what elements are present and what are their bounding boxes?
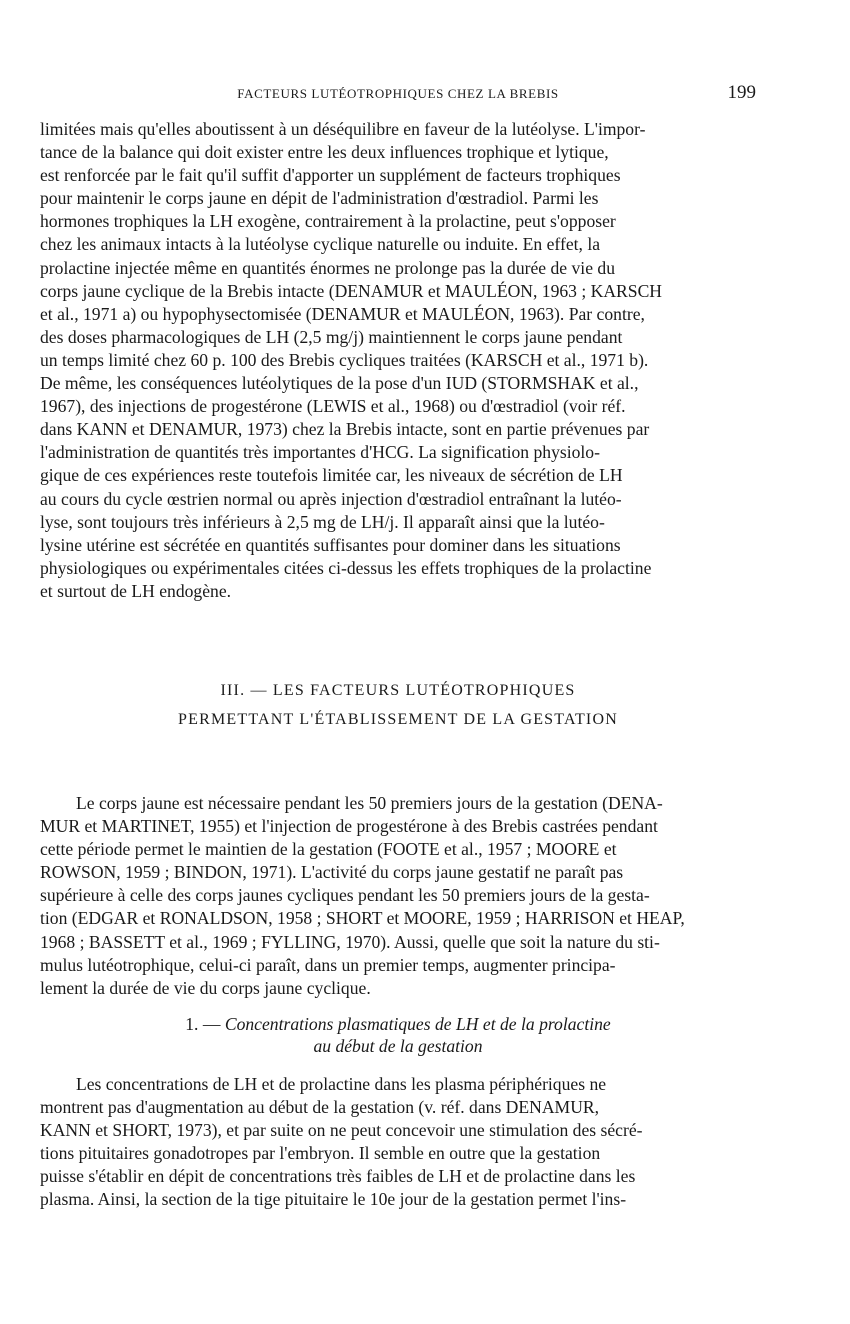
text-line: prolactine injectée même en quantités énormes ne prolonge pas la durée de vie du [40, 257, 615, 278]
text-line: tance de la balance qui doit exister entre les deux influences trophique et lytique, [40, 142, 609, 163]
text-line: lyse, sont toujours très inférieurs à 2,5 mg de LH/j. Il apparaît ainsi que la lutéo- [40, 511, 605, 532]
text-line: un temps limité chez 60 p. 100 des Brebis cycliques traitées (KARSCH et al., 1971 b). [40, 349, 649, 370]
running-header [40, 84, 756, 106]
text-line: au cours du cycle œstrien normal ou après injection d'œstradiol entraînant la lutéo- [40, 488, 622, 509]
page-number: 199 [727, 82, 756, 103]
text-line: des doses pharmacologiques de LH (2,5 mg/j) maintiennent le corps jaune pendant [40, 326, 623, 347]
text-line: et al., 1971 a) ou hypophysectomisée (DENAMUR et MAULÉON, 1963). Par contre, [40, 303, 645, 324]
text-line: mulus lutéotrophique, celui-ci paraît, dans un premier temps, augmenter principa- [40, 954, 616, 975]
subsection-title-line2: au début de la gestation [313, 1036, 483, 1056]
text-line: et surtout de LH endogène. [40, 580, 232, 601]
running-title: FACTEURS LUTÉOTROPHIQUES CHEZ LA BREBIS [237, 86, 559, 101]
text-line: plasma. Ainsi, la section de la tige pituitaire le 10e jour de la gestation permet l'ins- [40, 1189, 627, 1210]
text-line: l'administration de quantités très importantes d'HCG. La signification physiolo- [40, 442, 600, 463]
text-line: lysine utérine est sécrétée en quantités suffisantes pour dominer dans les situations [40, 534, 621, 555]
paragraph-luteolysis-balance [40, 118, 756, 603]
subsection-title-line1: Concentrations plasmatiques de LH et de la prolactine [224, 1014, 611, 1034]
text-line: tion (EDGAR et RONALDSON, 1958 ; SHORT et MOORE, 1959 ; HARRISON et HEAP, [40, 908, 685, 929]
text-line: physiologiques ou expérimentales citées ci-dessus les effets trophiques de la prolactine [40, 557, 652, 578]
text-line: cette période permet le maintien de la gestation (FOOTE et al., 1957 ; MOORE et [40, 839, 617, 860]
text-line: Les concentrations de LH et de prolactine dans les plasma périphériques ne [76, 1074, 607, 1094]
text-line: dans KANN et DENAMUR, 1973) chez la Brebis intacte, sont en partie prévenues par [40, 419, 650, 440]
subsection-number: 1. — [185, 1014, 221, 1034]
text-line: Le corps jaune est nécessaire pendant les 50 premiers jours de la gestation (DENA- [76, 793, 663, 813]
text-line: ROWSON, 1959 ; BINDON, 1971). L'activité du corps jaune gestatif ne paraît pas [40, 862, 624, 883]
text-line: pour maintenir le corps jaune en dépit de l'administration d'œstradiol. Parmi les [40, 188, 599, 209]
text-line: est renforcée par le fait qu'il suffit d'apporter un supplément de facteurs trophiques [40, 165, 621, 186]
subsection-heading [40, 1013, 756, 1057]
text-line: 1968 ; BASSETT et al., 1969 ; FYLLING, 1970). Aussi, quelle que soit la nature du sti- [40, 931, 660, 952]
text-line: montrent pas d'augmentation au début de la gestation (v. réf. dans DENAMUR, [40, 1097, 600, 1118]
text-line: limitées mais qu'elles aboutissent à un déséquilibre en faveur de la lutéolyse. L'impor- [40, 119, 646, 139]
text-line: supérieure à celle des corps jaunes cycliques pendant les 50 premiers jours de la gesta- [40, 885, 650, 906]
section-heading-line2: PERMETTANT L'ÉTABLISSEMENT DE LA GESTATION [178, 711, 618, 728]
text-line: tions pituitaires gonadotropes par l'embryon. Il semble en outre que la gestation [40, 1143, 601, 1164]
section-heading-line1: III. — LES FACTEURS LUTÉOTROPHIQUES [220, 682, 576, 699]
text-line: chez les animaux intacts à la lutéolyse cyclique naturelle ou induite. En effet, la [40, 234, 601, 255]
text-line: 1967), des injections de progestérone (LEWIS et al., 1968) ou d'œstradiol (voir réf. [40, 396, 626, 417]
text-line: De même, les conséquences lutéolytiques de la pose d'un IUD (STORMSHAK et al., [40, 373, 639, 394]
text-line: KANN et SHORT, 1973), et par suite on ne peut concevoir une stimulation des sécré- [40, 1120, 643, 1141]
paragraph-lh-prolactin-concentrations [40, 1073, 756, 1212]
text-line: corps jaune cyclique de la Brebis intacte (DENAMUR et MAULÉON, 1963 ; KARSCH [40, 280, 663, 301]
text-line: MUR et MARTINET, 1955) et l'injection de progestérone à des Brebis castrées pendant [40, 816, 658, 837]
text-line: hormones trophiques la LH exogène, contrairement à la prolactine, peut s'opposer [40, 211, 616, 232]
section-heading [40, 676, 756, 734]
text-line: puisse s'établir en dépit de concentrations très faibles de LH et de prolactine dans les [40, 1166, 636, 1187]
text-line: lement la durée de vie du corps jaune cyclique. [40, 977, 371, 998]
text-line: gique de ces expériences reste toutefois limitée car, les niveaux de sécrétion de LH [40, 465, 623, 486]
paragraph-corpus-luteum-gestation [40, 792, 756, 1000]
